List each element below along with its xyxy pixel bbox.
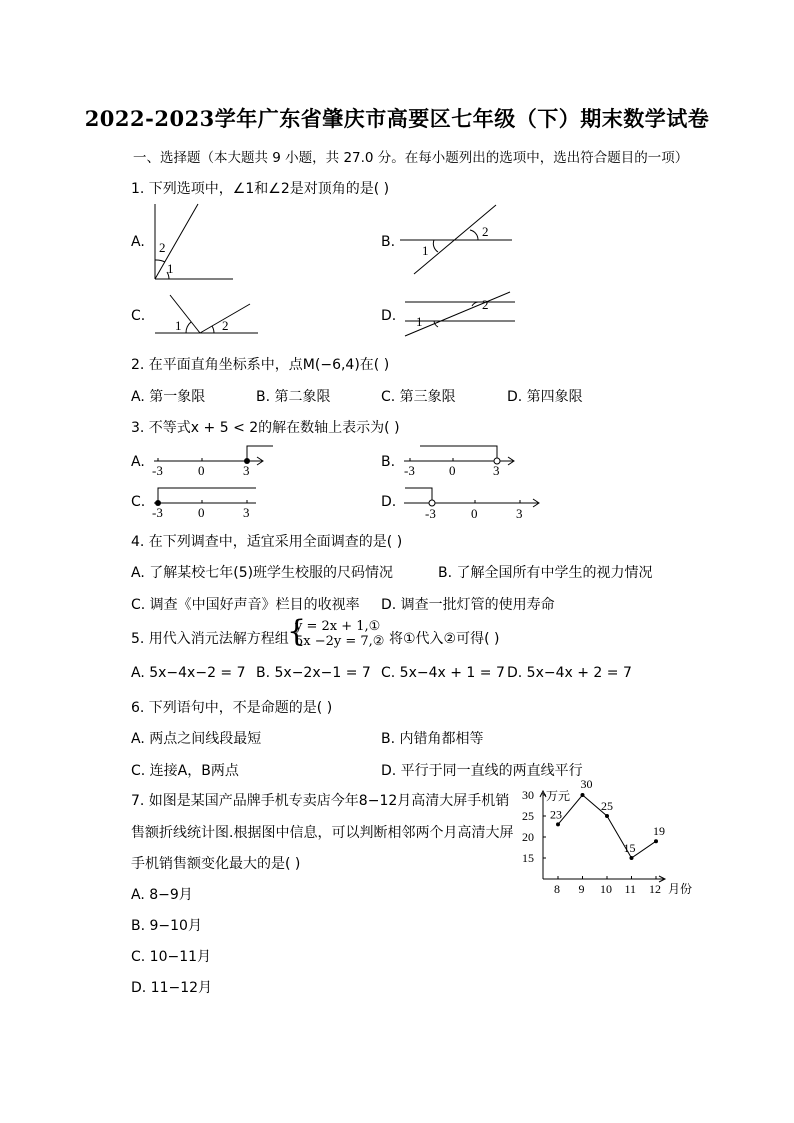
question-7-stem-line-2: 售额折线统计图.根据图中信息，可以判断相邻两个月高清大屏 — [131, 825, 514, 841]
q1-figure-c — [150, 290, 262, 340]
chart-x-tick-label: 9 — [578, 882, 585, 896]
chart-data-label: 25 — [601, 799, 613, 813]
q1b-angle-2-label: 2 — [482, 224, 489, 239]
q3d-solution-ray — [405, 488, 432, 500]
q3d-tick-label-0: 0 — [471, 506, 478, 521]
chart-x-tick-label: 11 — [624, 882, 637, 896]
q2-option-c: C. 第三象限 — [381, 389, 456, 405]
q5-option-d: D. 5x−4x + 2 = 7 — [507, 665, 632, 681]
q1d-angle-2-label: 2 — [482, 297, 489, 312]
chart-data-label: 15 — [623, 841, 636, 855]
q5-equation-2: 5x −2y = 7,② — [295, 634, 385, 649]
q6-option-a: A. 两点之间线段最短 — [131, 731, 262, 747]
q4-option-a: A. 了解某校七年(5)班学生校服的尺码情况 — [131, 565, 394, 581]
q4-option-d: D. 调查一批灯管的使用寿命 — [381, 597, 555, 613]
chart-y-tick-label: 25 — [522, 809, 534, 823]
q1c-angle-2-label: 2 — [222, 318, 229, 333]
q3c-tick-label-3: 3 — [243, 505, 250, 520]
chart-data-label: 30 — [580, 777, 593, 791]
question-5-stem-prefix: 5. 用代入消元法解方程组 — [131, 631, 289, 647]
q5-option-c: C. 5x−4x + 1 = 7 — [381, 665, 505, 681]
q5-equation-1: y = 2x + 1,① — [295, 619, 381, 634]
q3c-solution-ray — [158, 488, 256, 503]
chart-y-tick-label: 30 — [522, 788, 534, 802]
chart-x-tick-label: 8 — [554, 882, 560, 896]
q1-option-d-label: D. — [381, 308, 397, 324]
q3d-tick-label-neg3: -3 — [425, 506, 436, 521]
q3b-solution-ray — [420, 446, 497, 458]
q1b-arc-2 — [470, 230, 478, 240]
chart-data-point — [605, 814, 609, 818]
q3-option-a-label: A. — [131, 454, 145, 470]
q3a-tick-label-neg3: -3 — [152, 463, 163, 478]
q3b-tick-label-0: 0 — [449, 463, 456, 478]
chart-y-axis-label: 万元 — [546, 789, 571, 803]
q3-numberline-c — [150, 482, 260, 520]
question-3-stem: 3. 不等式x + 5 < 2的解在数轴上表示为( ) — [131, 420, 400, 436]
q1a-angle-1-label: 1 — [167, 261, 174, 276]
chart-data-label: 19 — [653, 824, 665, 839]
q7-option-d: D. 11−12月 — [131, 980, 213, 996]
q1c-arc-1 — [186, 322, 191, 333]
q1c-arc-2 — [212, 326, 214, 333]
q6-option-c: C. 连接A，B两点 — [131, 763, 239, 779]
page-title: 2022-2023学年广东省肇庆市高要区七年级（下）期末数学试卷 — [84, 106, 710, 131]
chart-x-tick-label: 10 — [600, 882, 612, 896]
chart-data-point — [556, 822, 560, 826]
question-6-stem: 6. 下列语句中，不是命题的是( ) — [131, 700, 333, 716]
section-header: 一、选择题（本大题共 9 小题，共 27.0 分。在每小题列出的选项中，选出符合题目的一项） — [133, 150, 689, 166]
q1-figure-b — [400, 200, 515, 280]
q1-option-b-label: B. — [381, 234, 396, 250]
q1-option-a-label: A. — [131, 234, 145, 250]
q5-system-brace: { — [287, 614, 307, 649]
q3b-tick-label-neg3: -3 — [404, 463, 415, 478]
q1d-angle-1-label: 1 — [416, 314, 423, 329]
q5-option-a: A. 5x−4x−2 = 7 — [131, 665, 246, 681]
chart-y-tick-label: 15 — [522, 851, 534, 865]
q2-option-d: D. 第四象限 — [507, 389, 583, 405]
chart-data-point — [654, 839, 658, 843]
q3a-tick-label-3: 3 — [243, 463, 250, 478]
q6-option-d: D. 平行于同一直线的两直线平行 — [381, 763, 583, 779]
q5-equation-system — [295, 619, 384, 649]
q1a-arc-2 — [155, 260, 165, 262]
question-1-stem: 1. 下列选项中，∠1和∠2是对顶角的是( ) — [131, 181, 390, 197]
q3-numberline-a — [150, 440, 275, 478]
q4-option-b: B. 了解全国所有中学生的视力情况 — [438, 565, 653, 581]
q7-line-chart — [520, 777, 700, 900]
q3b-tick-label-3: 3 — [493, 463, 500, 478]
q7-option-a: A. 8−9月 — [131, 887, 193, 903]
q1b-angle-1-label: 1 — [422, 243, 429, 258]
q3d-tick-label-3: 3 — [516, 506, 523, 521]
q1-option-c-label: C. — [131, 308, 146, 324]
q2-option-a: A. 第一象限 — [131, 389, 206, 405]
question-5-stem-suffix: 将①代入②可得( ) — [389, 631, 500, 647]
q1b-arc-1 — [433, 240, 438, 252]
question-4-stem: 4. 在下列调查中，适宜采用全面调查的是( ) — [131, 534, 403, 550]
q3-option-d-label: D. — [381, 494, 397, 510]
q7-option-c: C. 10−11月 — [131, 949, 212, 965]
q7-option-b: B. 9−10月 — [131, 918, 202, 934]
q3a-tick-label-0: 0 — [198, 463, 205, 478]
question-2-stem: 2. 在平面直角坐标系中，点M(−6,4)在( ) — [131, 357, 390, 373]
q4-option-c: C. 调查《中国好声音》栏目的收视率 — [131, 597, 360, 613]
q3c-tick-label-0: 0 — [198, 505, 205, 520]
question-7-stem-line-3: 手机销售额变化最大的是( ) — [131, 856, 301, 872]
question-7-stem-line-1: 7. 如图是某国产品牌手机专卖店今年8−12月高清大屏手机销 — [131, 793, 510, 809]
chart-data-label: 23 — [550, 807, 562, 822]
q5-option-b: B. 5x−2x−1 = 7 — [256, 665, 371, 681]
q3-numberline-d — [400, 482, 545, 522]
q1-figure-a — [145, 200, 240, 285]
q3-option-c-label: C. — [131, 494, 146, 510]
q3-option-b-label: B. — [381, 454, 396, 470]
chart-x-axis-label: 月份 — [668, 882, 693, 896]
chart-data-point — [630, 856, 634, 860]
q3-numberline-b — [400, 440, 520, 478]
q3c-tick-label-neg3: -3 — [152, 505, 163, 520]
chart-x-tick-label: 12 — [649, 882, 661, 896]
q1-figure-d — [400, 288, 520, 344]
chart-data-point — [581, 793, 585, 797]
q2-option-b: B. 第二象限 — [256, 389, 331, 405]
q1a-angle-2-label: 2 — [159, 240, 166, 255]
q1c-angle-1-label: 1 — [175, 318, 182, 333]
q6-option-b: B. 内错角都相等 — [381, 731, 484, 747]
chart-y-tick-label: 20 — [522, 830, 534, 844]
